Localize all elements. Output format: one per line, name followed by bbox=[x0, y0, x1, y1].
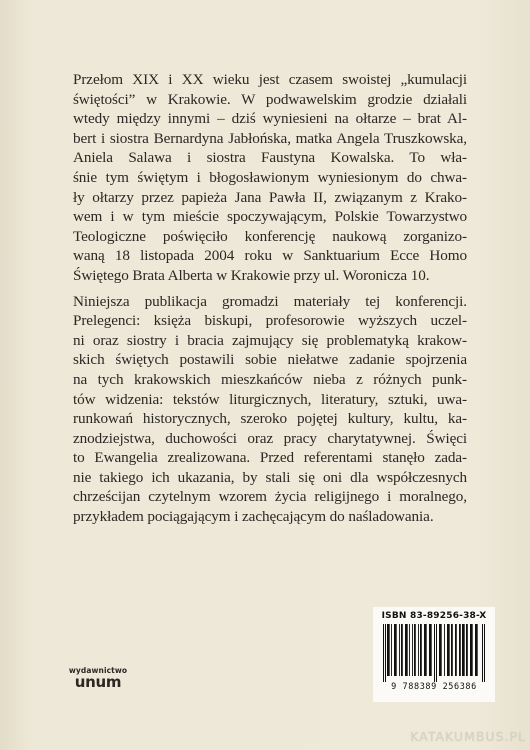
barcode-bar bbox=[466, 624, 468, 676]
barcode-bar bbox=[420, 624, 422, 676]
barcode-bar bbox=[482, 624, 483, 682]
text-line: na tych krakowskich mieszkańców nieba z różnych punk- bbox=[73, 370, 467, 388]
text-line: skich świętych postawili sobie niełatwe zadanie spojrzenia bbox=[73, 351, 467, 369]
barcode-bar bbox=[444, 624, 445, 676]
text-line: Prelegenci: księża biskupi, profesorowie wyższych uczel- bbox=[73, 312, 467, 330]
barcode-bar bbox=[394, 624, 397, 676]
barcode-bar bbox=[447, 624, 450, 676]
barcode-bar bbox=[405, 624, 408, 676]
barcode-bar bbox=[436, 624, 437, 682]
text-line: ły ołtarzy przez papieża Jana Pawła II, związanym z Krako- bbox=[73, 188, 467, 206]
text-line: Aniela Salawa i siostra Faustyna Kowalska. To wła- bbox=[73, 149, 467, 167]
barcode-bar bbox=[439, 624, 442, 676]
text-line: Świętego Brata Alberta w Krakowie przy ul. Woronicza 10. bbox=[73, 266, 430, 284]
text-line: Niniejsza publikacja gromadzi materiały tej konferencji. bbox=[73, 292, 467, 310]
barcode-bars bbox=[381, 624, 487, 682]
ean-digits: 9 788389 256386 bbox=[391, 682, 477, 692]
isbn-label: ISBN 83-89256-38-X bbox=[381, 611, 487, 621]
text-line: Przełom XIX i XX wieku jest czasem swoistej „kumulacji bbox=[73, 71, 467, 88]
text-line: bert i siostra Bernardyna Jabłońska, matka Angela Truszkowska, bbox=[73, 129, 467, 147]
barcode-bar bbox=[418, 624, 419, 676]
barcode-bar bbox=[387, 624, 390, 676]
publisher-logo-small-text: wydawnictwo bbox=[68, 666, 128, 675]
text-line: ni oraz siostry i bracia zajmujący się problematyką krakow- bbox=[73, 331, 467, 349]
barcode-bar bbox=[484, 624, 485, 682]
blurb-paragraph-1 bbox=[73, 70, 467, 286]
barcode-bar bbox=[401, 624, 403, 676]
text-line: świętości” w Krakowie. W podwawelskim grodzie działali bbox=[73, 90, 467, 108]
text-line: runkowań historycznych, szeroko pojętej kultury, kultu, ka- bbox=[73, 410, 467, 428]
text-line: waną 18 listopada 2004 roku w Sanktuarium Ecce Homo bbox=[73, 247, 467, 265]
text-line: Teologiczne poświęciło konferencję naukową zorganizo- bbox=[73, 227, 467, 245]
barcode-bar bbox=[424, 624, 427, 676]
isbn-barcode bbox=[373, 607, 495, 702]
barcode-bar bbox=[414, 624, 416, 676]
text-line: tów widzenia: tekstów liturgicznych, literatury, sztuki, uwa- bbox=[73, 390, 467, 408]
text-line: znodziejstwa, duchowości oraz pracy charytatywnej. Święci bbox=[73, 429, 467, 447]
barcode-bar bbox=[475, 624, 478, 676]
barcode-bar bbox=[470, 624, 473, 676]
watermark: KATAKUMBUS.PL bbox=[410, 729, 526, 744]
text-line: przykładem pociągającym i zachęcającym do naśladowania. bbox=[73, 508, 434, 526]
barcode-bar bbox=[459, 624, 461, 676]
barcode-bar bbox=[385, 624, 386, 682]
text-line: chrześcijan czytelnym wzorem życia religijnego i moralnego, bbox=[73, 488, 467, 506]
barcode-bar bbox=[391, 624, 392, 676]
publisher-logo bbox=[68, 666, 128, 690]
barcode-bar bbox=[462, 624, 465, 676]
barcode-bar bbox=[383, 624, 384, 682]
text-line: nie takiego ich ukazania, by stali się oni dla współczesnych bbox=[73, 468, 467, 486]
barcode-bar bbox=[399, 624, 400, 676]
text-line: wem i w tym mieście spoczywającym, Polskie Towarzystwo bbox=[73, 208, 467, 226]
publisher-logo-name: unum bbox=[74, 673, 122, 691]
text-line: to Ewangelia zrealizowana. Przed referentami stanęło zada- bbox=[73, 449, 467, 467]
barcode-bar bbox=[455, 624, 457, 676]
text-line: śnie tym świętym i błogosławionym wyniesionym do chwa- bbox=[73, 168, 467, 186]
barcode-bar bbox=[412, 624, 413, 676]
barcode-bar bbox=[451, 624, 453, 676]
barcode-bar bbox=[409, 624, 410, 676]
barcode-bar bbox=[429, 624, 432, 676]
barcode-bar bbox=[434, 624, 435, 682]
blurb-text bbox=[73, 70, 467, 527]
blurb-paragraph-2 bbox=[73, 292, 467, 527]
text-line: wtedy między innymi – dziś wyniesieni na ołtarze – brat Al- bbox=[73, 110, 467, 128]
